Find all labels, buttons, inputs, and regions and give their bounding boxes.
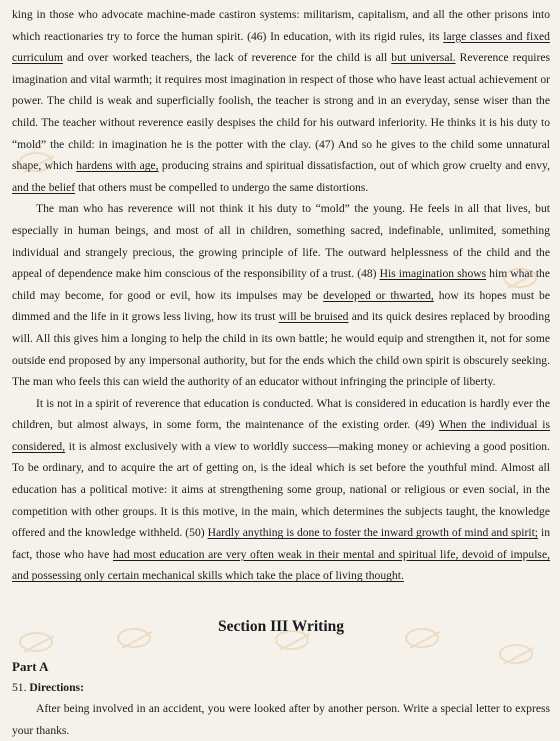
question-51: [12, 677, 550, 698]
underlined-phrase: had most education are very often weak in their mental and spiritual life, devoid of impulse, and possessing only certain mechanical skills which take the place of living thought.: [12, 547, 550, 583]
underlined-phrase: and the belief: [12, 180, 76, 194]
text-run: It is not in a spirit of reverence that education is conducted. What is considered in education is hardly ever the children, but almost always, in some form, the maintenance of the existing order. (49): [12, 396, 550, 432]
underlined-phrase: hardens with age,: [76, 159, 159, 173]
text-run: how its hopes must be dimmed and the life in it grows less living, how its trust: [12, 288, 550, 324]
text-run: it is almost exclusively with a view to worldly success—making money or achieving a good position. To be ordinary, and to acquire the art of getting on, is the ideal which is set before the youthful mind. Almost all education has a political motive: it aims at strengthening some group, national or religious or even social, in the competition with other groups. It is this motive, in the main, which determines the subjects taught, the knowledge offered and the knowledge withheld. (50): [12, 439, 550, 540]
underlined-phrase: When the individual is considered,: [12, 418, 551, 453]
underlined-phrase: Hardly anything is done to foster the inward growth of mind and spirit;: [207, 526, 539, 540]
underlined-phrase: will be bruised: [278, 310, 349, 324]
underlined-phrase: large classes and fixed curriculum: [12, 29, 550, 65]
paragraph-3: [12, 393, 550, 587]
underlined-phrase: His imagination shows: [379, 267, 487, 281]
text-run: The man who has reverence will not think it his duty to “mold” the young. He feels in all that lives, but especially in human beings, and most of all in children, something sacred, indefinable, unlimited, something individual and strangely precious, the growing principle of life. The outward helplessness of the child and the appeal of dependence make him conscious of the responsibility of a trust. (48): [12, 202, 550, 281]
section-title: Section III Writing: [217, 618, 345, 636]
document-page: [12, 4, 550, 741]
question-text: After being involved in an accident, you were looked after by another person. Write a special letter to express your thanks.: [12, 702, 550, 737]
text-run: producing strains and spiritual dissatisfaction, out of which grow cruelty and envy,: [158, 159, 550, 173]
part-title: Part A: [12, 659, 49, 675]
text-run: Reverence requires imagination and vital warmth; it requires most imagination in respect of those who have least actual achievement or power. The child is weak and superficially foolish, the teacher is strong and in an everyday, sense wiser than the child. The teacher without reverence easily despises the child for his outward inferiority. He thinks it is his duty to “mold” the child: in imagination he is the potter with the clay. (47) And so he gives to the child some unnatural shape, which: [12, 51, 551, 173]
paragraph-1: [12, 4, 550, 198]
text-run: and over worked teachers, the lack of reverence for the child is all: [62, 51, 392, 65]
directions-label: Directions:: [29, 681, 84, 695]
paragraph-2: [12, 198, 550, 392]
underlined-phrase: developed or thwarted,: [323, 288, 434, 302]
text-run: king in those who advocate machine-made castiron systems: militarism, capitalism, and all the other prisons into which reactionaries try to force the human spirit. (46) In education, with its rigid rules, its: [12, 8, 550, 43]
text-run: him what the child may become, for good or evil, how its impulses may be: [12, 267, 550, 302]
underlined-phrase: but universal.: [391, 51, 456, 65]
question-number: 51.: [12, 681, 27, 695]
text-run: and its quick desires replaced by brooding will. All this gives him a longing to help the child in its own battle; he would equip and strengthen it, not for some outside end proposed by any impersonal authority, but for the ends which the child own spirit is obscurely seeking. The man who feels this can wield the authority of an educator without infringing the principle of liberty.: [12, 310, 550, 389]
text-run: that others must be compelled to undergo the same distortions.: [75, 180, 369, 194]
text-run: in fact, those who have: [12, 526, 550, 561]
